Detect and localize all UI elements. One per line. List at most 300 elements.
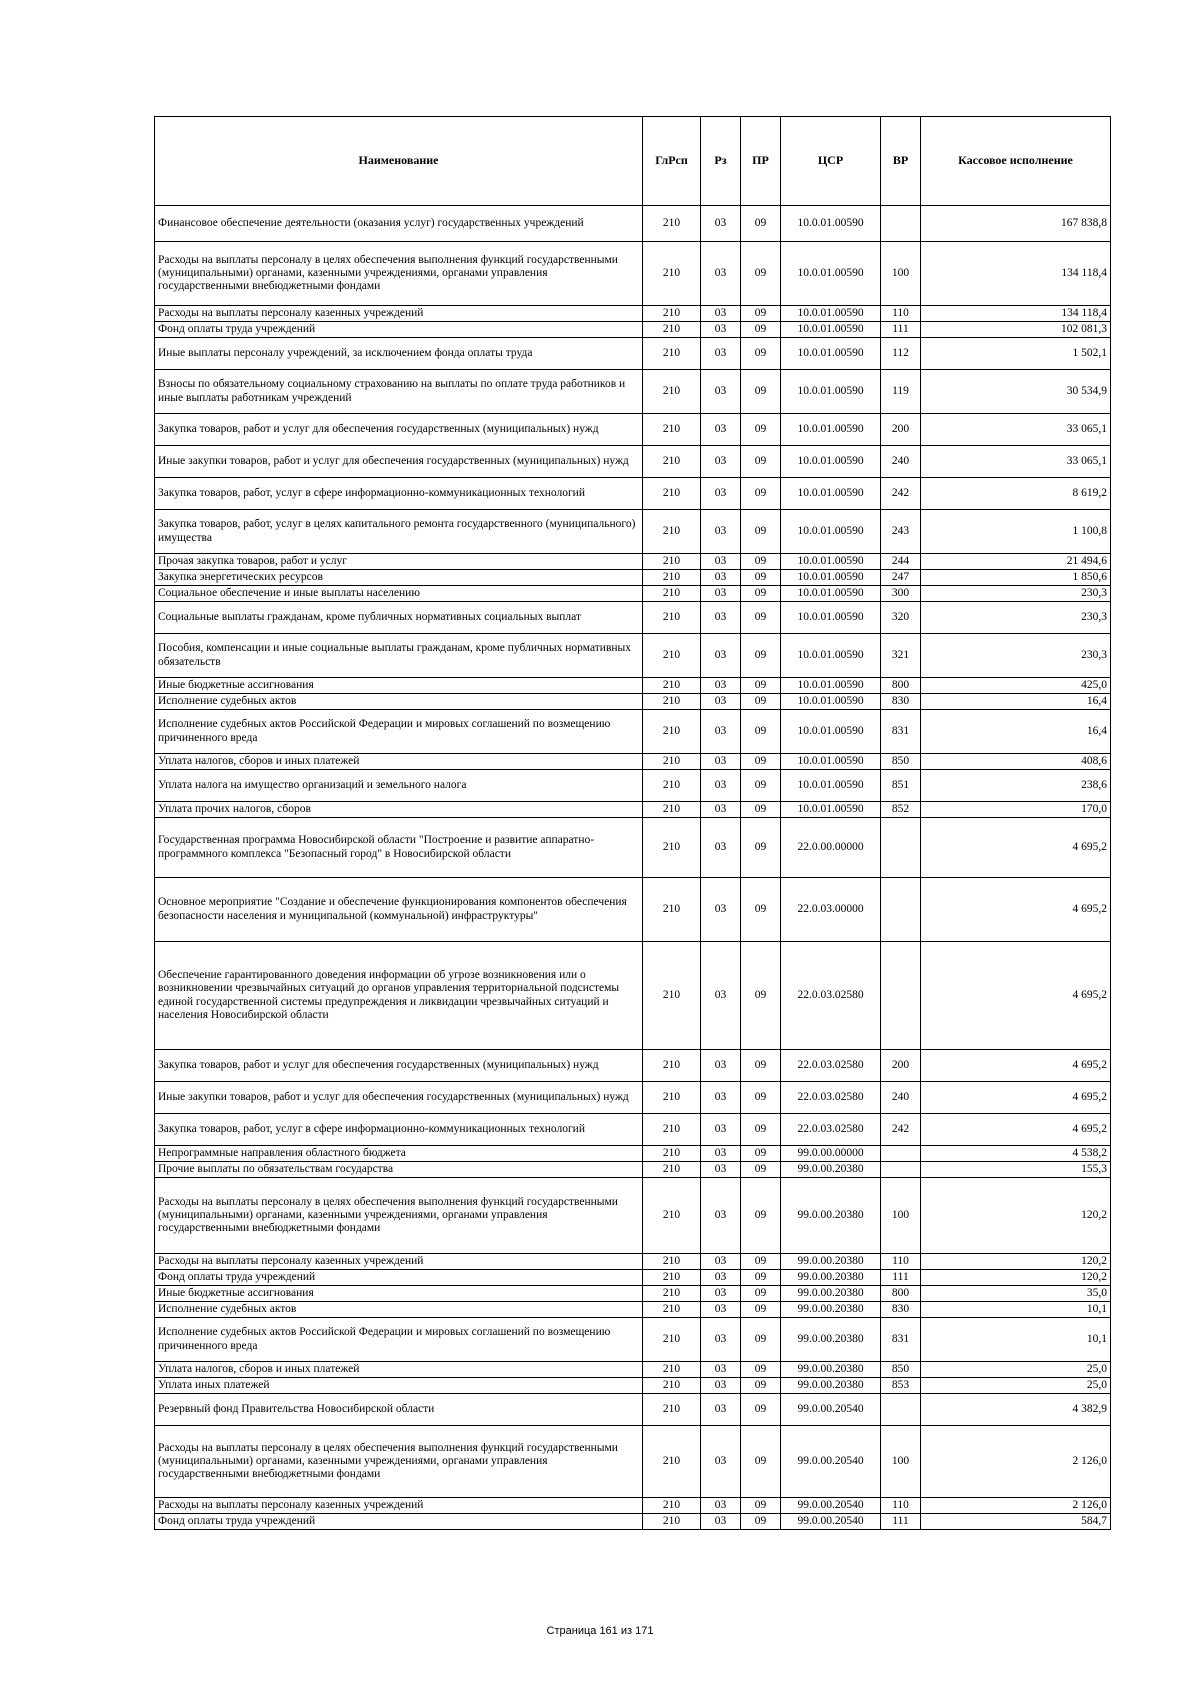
table-row xyxy=(155,1302,1111,1318)
cell-amount: 1 850,6 xyxy=(921,570,1111,586)
cell-rz: 03 xyxy=(701,322,741,338)
cell-name: Закупка товаров, работ и услуг для обеспечения государственных (муниципальных) нужд xyxy=(155,1050,643,1082)
cell-pr: 09 xyxy=(741,446,781,478)
header-pr: ПР xyxy=(741,117,781,206)
cell-name: Социальное обеспечение и иные выплаты населению xyxy=(155,586,643,602)
cell-amount: 33 065,1 xyxy=(921,414,1111,446)
cell-pr: 09 xyxy=(741,602,781,634)
cell-name: Прочие выплаты по обязательствам государства xyxy=(155,1162,643,1178)
cell-rz: 03 xyxy=(701,802,741,818)
cell-pr: 09 xyxy=(741,1426,781,1498)
cell-glrsp: 210 xyxy=(643,570,701,586)
cell-vr: 830 xyxy=(881,694,921,710)
cell-rz: 03 xyxy=(701,942,741,1050)
cell-rz: 03 xyxy=(701,586,741,602)
cell-vr: 247 xyxy=(881,570,921,586)
cell-pr: 09 xyxy=(741,1114,781,1146)
cell-amount: 230,3 xyxy=(921,586,1111,602)
cell-vr: 240 xyxy=(881,1082,921,1114)
table-row xyxy=(155,1426,1111,1498)
table-row xyxy=(155,1362,1111,1378)
cell-amount: 1 502,1 xyxy=(921,338,1111,370)
cell-amount: 4 695,2 xyxy=(921,818,1111,878)
cell-rz: 03 xyxy=(701,1254,741,1270)
cell-vr: 242 xyxy=(881,1114,921,1146)
cell-pr: 09 xyxy=(741,878,781,942)
cell-glrsp: 210 xyxy=(643,1362,701,1378)
cell-glrsp: 210 xyxy=(643,446,701,478)
cell-glrsp: 210 xyxy=(643,678,701,694)
table-row xyxy=(155,818,1111,878)
cell-amount: 230,3 xyxy=(921,602,1111,634)
cell-amount: 4 382,9 xyxy=(921,1394,1111,1426)
cell-rz: 03 xyxy=(701,754,741,770)
cell-glrsp: 210 xyxy=(643,414,701,446)
header-rz: Рз xyxy=(701,117,741,206)
table-row xyxy=(155,1146,1111,1162)
cell-glrsp: 210 xyxy=(643,1394,701,1426)
header-csr: ЦСР xyxy=(781,117,881,206)
cell-amount: 408,6 xyxy=(921,754,1111,770)
cell-amount: 4 538,2 xyxy=(921,1146,1111,1162)
cell-pr: 09 xyxy=(741,322,781,338)
table-row xyxy=(155,478,1111,510)
cell-vr: 111 xyxy=(881,322,921,338)
table-row xyxy=(155,878,1111,942)
cell-glrsp: 210 xyxy=(643,206,701,242)
table-row xyxy=(155,1114,1111,1146)
cell-name: Закупка товаров, работ, услуг в сфере информационно-коммуникационных технологий xyxy=(155,1114,643,1146)
cell-amount: 155,3 xyxy=(921,1162,1111,1178)
cell-name: Пособия, компенсации и иные социальные выплаты гражданам, кроме публичных нормативных обязательств xyxy=(155,634,643,678)
cell-amount: 4 695,2 xyxy=(921,942,1111,1050)
cell-glrsp: 210 xyxy=(643,1426,701,1498)
cell-glrsp: 210 xyxy=(643,602,701,634)
cell-rz: 03 xyxy=(701,1270,741,1286)
cell-name: Расходы на выплаты персоналу в целях обеспечения выполнения функций государственными (муниципальными) органами, казенными учреждениями, органами управления государственными внебюджетными фондами xyxy=(155,1178,643,1254)
cell-amount: 120,2 xyxy=(921,1270,1111,1286)
cell-glrsp: 210 xyxy=(643,634,701,678)
cell-vr: 853 xyxy=(881,1378,921,1394)
cell-vr: 831 xyxy=(881,1318,921,1362)
cell-csr: 99.0.00.20540 xyxy=(781,1394,881,1426)
cell-vr xyxy=(881,942,921,1050)
table-row xyxy=(155,942,1111,1050)
cell-glrsp: 210 xyxy=(643,802,701,818)
cell-csr: 10.0.01.00590 xyxy=(781,802,881,818)
cell-csr: 10.0.01.00590 xyxy=(781,414,881,446)
cell-vr: 850 xyxy=(881,754,921,770)
cell-name: Расходы на выплаты персоналу казенных учреждений xyxy=(155,1498,643,1514)
cell-name: Основное мероприятие "Создание и обеспечение функционирования компонентов обеспечения безопасности населения и муниципальной (коммунальной) инфраструктуры" xyxy=(155,878,643,942)
cell-vr: 244 xyxy=(881,554,921,570)
cell-csr: 10.0.01.00590 xyxy=(781,554,881,570)
cell-amount: 16,4 xyxy=(921,710,1111,754)
cell-glrsp: 210 xyxy=(643,1254,701,1270)
cell-vr xyxy=(881,818,921,878)
cell-csr: 99.0.00.20380 xyxy=(781,1254,881,1270)
cell-amount: 35,0 xyxy=(921,1286,1111,1302)
cell-pr: 09 xyxy=(741,1514,781,1530)
cell-amount: 25,0 xyxy=(921,1378,1111,1394)
cell-rz: 03 xyxy=(701,1114,741,1146)
cell-name: Иные бюджетные ассигнования xyxy=(155,678,643,694)
cell-vr: 852 xyxy=(881,802,921,818)
cell-csr: 10.0.01.00590 xyxy=(781,306,881,322)
cell-vr: 800 xyxy=(881,1286,921,1302)
cell-vr: 100 xyxy=(881,1178,921,1254)
cell-rz: 03 xyxy=(701,338,741,370)
cell-name: Закупка товаров, работ, услуг в сфере информационно-коммуникационных технологий xyxy=(155,478,643,510)
cell-amount: 170,0 xyxy=(921,802,1111,818)
cell-amount: 30 534,9 xyxy=(921,370,1111,414)
table-row xyxy=(155,510,1111,554)
cell-glrsp: 210 xyxy=(643,1318,701,1362)
cell-name: Закупка энергетических ресурсов xyxy=(155,570,643,586)
table-row xyxy=(155,370,1111,414)
table-row xyxy=(155,1514,1111,1530)
cell-vr: 100 xyxy=(881,1426,921,1498)
cell-rz: 03 xyxy=(701,1082,741,1114)
cell-amount: 4 695,2 xyxy=(921,878,1111,942)
table-row xyxy=(155,1498,1111,1514)
cell-csr: 10.0.01.00590 xyxy=(781,446,881,478)
cell-rz: 03 xyxy=(701,1378,741,1394)
table-row xyxy=(155,338,1111,370)
cell-vr: 110 xyxy=(881,1498,921,1514)
table-row xyxy=(155,770,1111,802)
cell-pr: 09 xyxy=(741,242,781,306)
cell-csr: 10.0.01.00590 xyxy=(781,694,881,710)
cell-pr: 09 xyxy=(741,570,781,586)
cell-name: Исполнение судебных актов xyxy=(155,694,643,710)
cell-amount: 25,0 xyxy=(921,1362,1111,1378)
cell-glrsp: 210 xyxy=(643,1514,701,1530)
cell-rz: 03 xyxy=(701,602,741,634)
cell-rz: 03 xyxy=(701,634,741,678)
cell-name: Исполнение судебных актов Российской Федерации и мировых соглашений по возмещению причиненного вреда xyxy=(155,710,643,754)
cell-csr: 99.0.00.20380 xyxy=(781,1318,881,1362)
cell-csr: 10.0.01.00590 xyxy=(781,678,881,694)
cell-rz: 03 xyxy=(701,818,741,878)
cell-pr: 09 xyxy=(741,414,781,446)
cell-rz: 03 xyxy=(701,370,741,414)
cell-amount: 102 081,3 xyxy=(921,322,1111,338)
cell-amount: 10,1 xyxy=(921,1302,1111,1318)
table-row xyxy=(155,602,1111,634)
cell-rz: 03 xyxy=(701,770,741,802)
cell-csr: 99.0.00.20380 xyxy=(781,1178,881,1254)
cell-glrsp: 210 xyxy=(643,1178,701,1254)
cell-pr: 09 xyxy=(741,478,781,510)
table-row xyxy=(155,754,1111,770)
cell-csr: 10.0.01.00590 xyxy=(781,338,881,370)
table-row xyxy=(155,1378,1111,1394)
cell-csr: 22.0.03.02580 xyxy=(781,1082,881,1114)
table-body xyxy=(155,206,1111,1530)
header-vr: ВР xyxy=(881,117,921,206)
table-row xyxy=(155,678,1111,694)
table-row xyxy=(155,570,1111,586)
cell-amount: 10,1 xyxy=(921,1318,1111,1362)
cell-name: Расходы на выплаты персоналу в целях обеспечения выполнения функций государственными (муниципальными) органами, казенными учреждениями, органами управления государственными внебюджетными фондами xyxy=(155,242,643,306)
cell-amount: 167 838,8 xyxy=(921,206,1111,242)
cell-vr: 111 xyxy=(881,1270,921,1286)
cell-name: Закупка товаров, работ, услуг в целях капитального ремонта государственного (муниципального) имущества xyxy=(155,510,643,554)
cell-glrsp: 210 xyxy=(643,818,701,878)
cell-name: Уплата прочих налогов, сборов xyxy=(155,802,643,818)
cell-glrsp: 210 xyxy=(643,322,701,338)
cell-glrsp: 210 xyxy=(643,338,701,370)
cell-amount: 4 695,2 xyxy=(921,1082,1111,1114)
cell-csr: 99.0.00.20380 xyxy=(781,1162,881,1178)
cell-vr: 112 xyxy=(881,338,921,370)
budget-execution-table xyxy=(154,116,1111,1530)
table-row xyxy=(155,1254,1111,1270)
cell-vr: 240 xyxy=(881,446,921,478)
cell-rz: 03 xyxy=(701,510,741,554)
cell-pr: 09 xyxy=(741,1378,781,1394)
cell-rz: 03 xyxy=(701,1146,741,1162)
cell-csr: 10.0.01.00590 xyxy=(781,370,881,414)
cell-csr: 99.0.00.20380 xyxy=(781,1286,881,1302)
table-row xyxy=(155,322,1111,338)
cell-name: Закупка товаров, работ и услуг для обеспечения государственных (муниципальных) нужд xyxy=(155,414,643,446)
cell-name: Уплата иных платежей xyxy=(155,1378,643,1394)
cell-csr: 99.0.00.20380 xyxy=(781,1270,881,1286)
cell-vr: 830 xyxy=(881,1302,921,1318)
cell-name: Иные закупки товаров, работ и услуг для обеспечения государственных (муниципальных) нужд xyxy=(155,1082,643,1114)
table-row xyxy=(155,1394,1111,1426)
cell-amount: 4 695,2 xyxy=(921,1114,1111,1146)
cell-csr: 10.0.01.00590 xyxy=(781,770,881,802)
cell-csr: 99.0.00.20540 xyxy=(781,1514,881,1530)
table-row xyxy=(155,694,1111,710)
cell-amount: 120,2 xyxy=(921,1178,1111,1254)
cell-vr: 200 xyxy=(881,1050,921,1082)
table-row xyxy=(155,554,1111,570)
cell-pr: 09 xyxy=(741,1394,781,1426)
cell-glrsp: 210 xyxy=(643,1082,701,1114)
cell-rz: 03 xyxy=(701,1394,741,1426)
cell-rz: 03 xyxy=(701,242,741,306)
cell-pr: 09 xyxy=(741,1302,781,1318)
table-row xyxy=(155,414,1111,446)
header-amount: Кассовое исполнение xyxy=(921,117,1111,206)
cell-name: Уплата налогов, сборов и иных платежей xyxy=(155,754,643,770)
cell-pr: 09 xyxy=(741,802,781,818)
cell-glrsp: 210 xyxy=(643,1498,701,1514)
cell-pr: 09 xyxy=(741,634,781,678)
cell-pr: 09 xyxy=(741,1362,781,1378)
cell-rz: 03 xyxy=(701,1426,741,1498)
cell-glrsp: 210 xyxy=(643,586,701,602)
header-name: Наименование xyxy=(155,117,643,206)
table-row xyxy=(155,1286,1111,1302)
cell-pr: 09 xyxy=(741,754,781,770)
cell-csr: 99.0.00.20380 xyxy=(781,1302,881,1318)
cell-rz: 03 xyxy=(701,694,741,710)
cell-amount: 8 619,2 xyxy=(921,478,1111,510)
table-row xyxy=(155,1050,1111,1082)
table-row xyxy=(155,306,1111,322)
cell-vr xyxy=(881,1146,921,1162)
cell-pr: 09 xyxy=(741,1082,781,1114)
cell-amount: 2 126,0 xyxy=(921,1426,1111,1498)
cell-name: Фонд оплаты труда учреждений xyxy=(155,322,643,338)
cell-pr: 09 xyxy=(741,510,781,554)
cell-amount: 1 100,8 xyxy=(921,510,1111,554)
cell-name: Резервный фонд Правительства Новосибирской области xyxy=(155,1394,643,1426)
cell-amount: 120,2 xyxy=(921,1254,1111,1270)
cell-vr: 111 xyxy=(881,1514,921,1530)
cell-pr: 09 xyxy=(741,1286,781,1302)
cell-pr: 09 xyxy=(741,306,781,322)
table-row xyxy=(155,586,1111,602)
cell-pr: 09 xyxy=(741,338,781,370)
cell-rz: 03 xyxy=(701,478,741,510)
cell-name: Исполнение судебных актов xyxy=(155,1302,643,1318)
cell-glrsp: 210 xyxy=(643,370,701,414)
cell-vr: 800 xyxy=(881,678,921,694)
cell-glrsp: 210 xyxy=(643,942,701,1050)
cell-amount: 33 065,1 xyxy=(921,446,1111,478)
cell-name: Государственная программа Новосибирской области "Построение и развитие аппаратно-программного комплекса "Безопасный город" в Новосибирской области xyxy=(155,818,643,878)
table-header-row xyxy=(155,117,1111,206)
cell-rz: 03 xyxy=(701,306,741,322)
cell-rz: 03 xyxy=(701,1514,741,1530)
cell-pr: 09 xyxy=(741,1318,781,1362)
cell-pr: 09 xyxy=(741,1254,781,1270)
cell-pr: 09 xyxy=(741,1162,781,1178)
header-glrsp: ГлРсп xyxy=(643,117,701,206)
cell-rz: 03 xyxy=(701,1286,741,1302)
cell-amount: 425,0 xyxy=(921,678,1111,694)
cell-pr: 09 xyxy=(741,694,781,710)
cell-pr: 09 xyxy=(741,206,781,242)
cell-vr xyxy=(881,1162,921,1178)
cell-amount: 584,7 xyxy=(921,1514,1111,1530)
cell-vr: 100 xyxy=(881,242,921,306)
table-row xyxy=(155,1162,1111,1178)
cell-amount: 134 118,4 xyxy=(921,306,1111,322)
cell-name: Обеспечение гарантированного доведения информации об угрозе возникновения или о возникновении чрезвычайных ситуаций до органов управления территориальной подсистемы единой государственной системы предупреждения и ликвидации чрезвычайных ситуаций и населения Новосибирской области xyxy=(155,942,643,1050)
cell-name: Исполнение судебных актов Российской Федерации и мировых соглашений по возмещению причиненного вреда xyxy=(155,1318,643,1362)
cell-pr: 09 xyxy=(741,586,781,602)
cell-name: Финансовое обеспечение деятельности (оказания услуг) государственных учреждений xyxy=(155,206,643,242)
table-row xyxy=(155,634,1111,678)
cell-rz: 03 xyxy=(701,1302,741,1318)
cell-csr: 10.0.01.00590 xyxy=(781,478,881,510)
cell-csr: 10.0.01.00590 xyxy=(781,586,881,602)
cell-glrsp: 210 xyxy=(643,1162,701,1178)
cell-name: Иные закупки товаров, работ и услуг для обеспечения государственных (муниципальных) нужд xyxy=(155,446,643,478)
cell-csr: 10.0.01.00590 xyxy=(781,710,881,754)
table-row xyxy=(155,1318,1111,1362)
cell-pr: 09 xyxy=(741,370,781,414)
cell-name: Фонд оплаты труда учреждений xyxy=(155,1270,643,1286)
cell-pr: 09 xyxy=(741,554,781,570)
cell-name: Расходы на выплаты персоналу в целях обеспечения выполнения функций государственными (муниципальными) органами, казенными учреждениями, органами управления государственными внебюджетными фондами xyxy=(155,1426,643,1498)
cell-name: Прочая закупка товаров, работ и услуг xyxy=(155,554,643,570)
cell-pr: 09 xyxy=(741,942,781,1050)
cell-vr xyxy=(881,1394,921,1426)
cell-name: Уплата налогов, сборов и иных платежей xyxy=(155,1362,643,1378)
cell-amount: 230,3 xyxy=(921,634,1111,678)
cell-vr: 320 xyxy=(881,602,921,634)
cell-vr: 831 xyxy=(881,710,921,754)
cell-vr: 850 xyxy=(881,1362,921,1378)
cell-glrsp: 210 xyxy=(643,1050,701,1082)
cell-csr: 10.0.01.00590 xyxy=(781,242,881,306)
cell-pr: 09 xyxy=(741,818,781,878)
cell-rz: 03 xyxy=(701,206,741,242)
cell-csr: 10.0.01.00590 xyxy=(781,602,881,634)
cell-glrsp: 210 xyxy=(643,710,701,754)
table-row xyxy=(155,206,1111,242)
cell-csr: 10.0.01.00590 xyxy=(781,510,881,554)
cell-glrsp: 210 xyxy=(643,554,701,570)
cell-glrsp: 210 xyxy=(643,694,701,710)
cell-glrsp: 210 xyxy=(643,878,701,942)
cell-pr: 09 xyxy=(741,1178,781,1254)
cell-vr: 110 xyxy=(881,306,921,322)
cell-glrsp: 210 xyxy=(643,754,701,770)
cell-vr: 200 xyxy=(881,414,921,446)
cell-amount: 2 126,0 xyxy=(921,1498,1111,1514)
table-row xyxy=(155,1082,1111,1114)
cell-name: Иные выплаты персоналу учреждений, за исключением фонда оплаты труда xyxy=(155,338,643,370)
cell-name: Фонд оплаты труда учреждений xyxy=(155,1514,643,1530)
cell-glrsp: 210 xyxy=(643,770,701,802)
cell-glrsp: 210 xyxy=(643,1270,701,1286)
cell-csr: 99.0.00.20540 xyxy=(781,1498,881,1514)
cell-csr: 10.0.01.00590 xyxy=(781,206,881,242)
cell-csr: 22.0.03.00000 xyxy=(781,878,881,942)
cell-pr: 09 xyxy=(741,678,781,694)
cell-pr: 09 xyxy=(741,770,781,802)
cell-rz: 03 xyxy=(701,678,741,694)
cell-csr: 99.0.00.20540 xyxy=(781,1426,881,1498)
cell-glrsp: 210 xyxy=(643,478,701,510)
cell-glrsp: 210 xyxy=(643,1378,701,1394)
cell-rz: 03 xyxy=(701,1050,741,1082)
cell-vr: 321 xyxy=(881,634,921,678)
cell-rz: 03 xyxy=(701,1318,741,1362)
cell-vr: 242 xyxy=(881,478,921,510)
cell-vr: 851 xyxy=(881,770,921,802)
cell-pr: 09 xyxy=(741,1270,781,1286)
cell-rz: 03 xyxy=(701,554,741,570)
cell-name: Иные бюджетные ассигнования xyxy=(155,1286,643,1302)
cell-pr: 09 xyxy=(741,1050,781,1082)
cell-name: Уплата налога на имущество организаций и земельного налога xyxy=(155,770,643,802)
cell-vr xyxy=(881,206,921,242)
cell-vr: 119 xyxy=(881,370,921,414)
cell-csr: 10.0.01.00590 xyxy=(781,322,881,338)
cell-name: Социальные выплаты гражданам, кроме публичных нормативных социальных выплат xyxy=(155,602,643,634)
cell-csr: 99.0.00.00000 xyxy=(781,1146,881,1162)
table-row xyxy=(155,242,1111,306)
cell-amount: 238,6 xyxy=(921,770,1111,802)
cell-rz: 03 xyxy=(701,1362,741,1378)
cell-vr xyxy=(881,878,921,942)
cell-rz: 03 xyxy=(701,446,741,478)
cell-glrsp: 210 xyxy=(643,242,701,306)
cell-vr: 300 xyxy=(881,586,921,602)
cell-vr: 110 xyxy=(881,1254,921,1270)
cell-csr: 10.0.01.00590 xyxy=(781,570,881,586)
